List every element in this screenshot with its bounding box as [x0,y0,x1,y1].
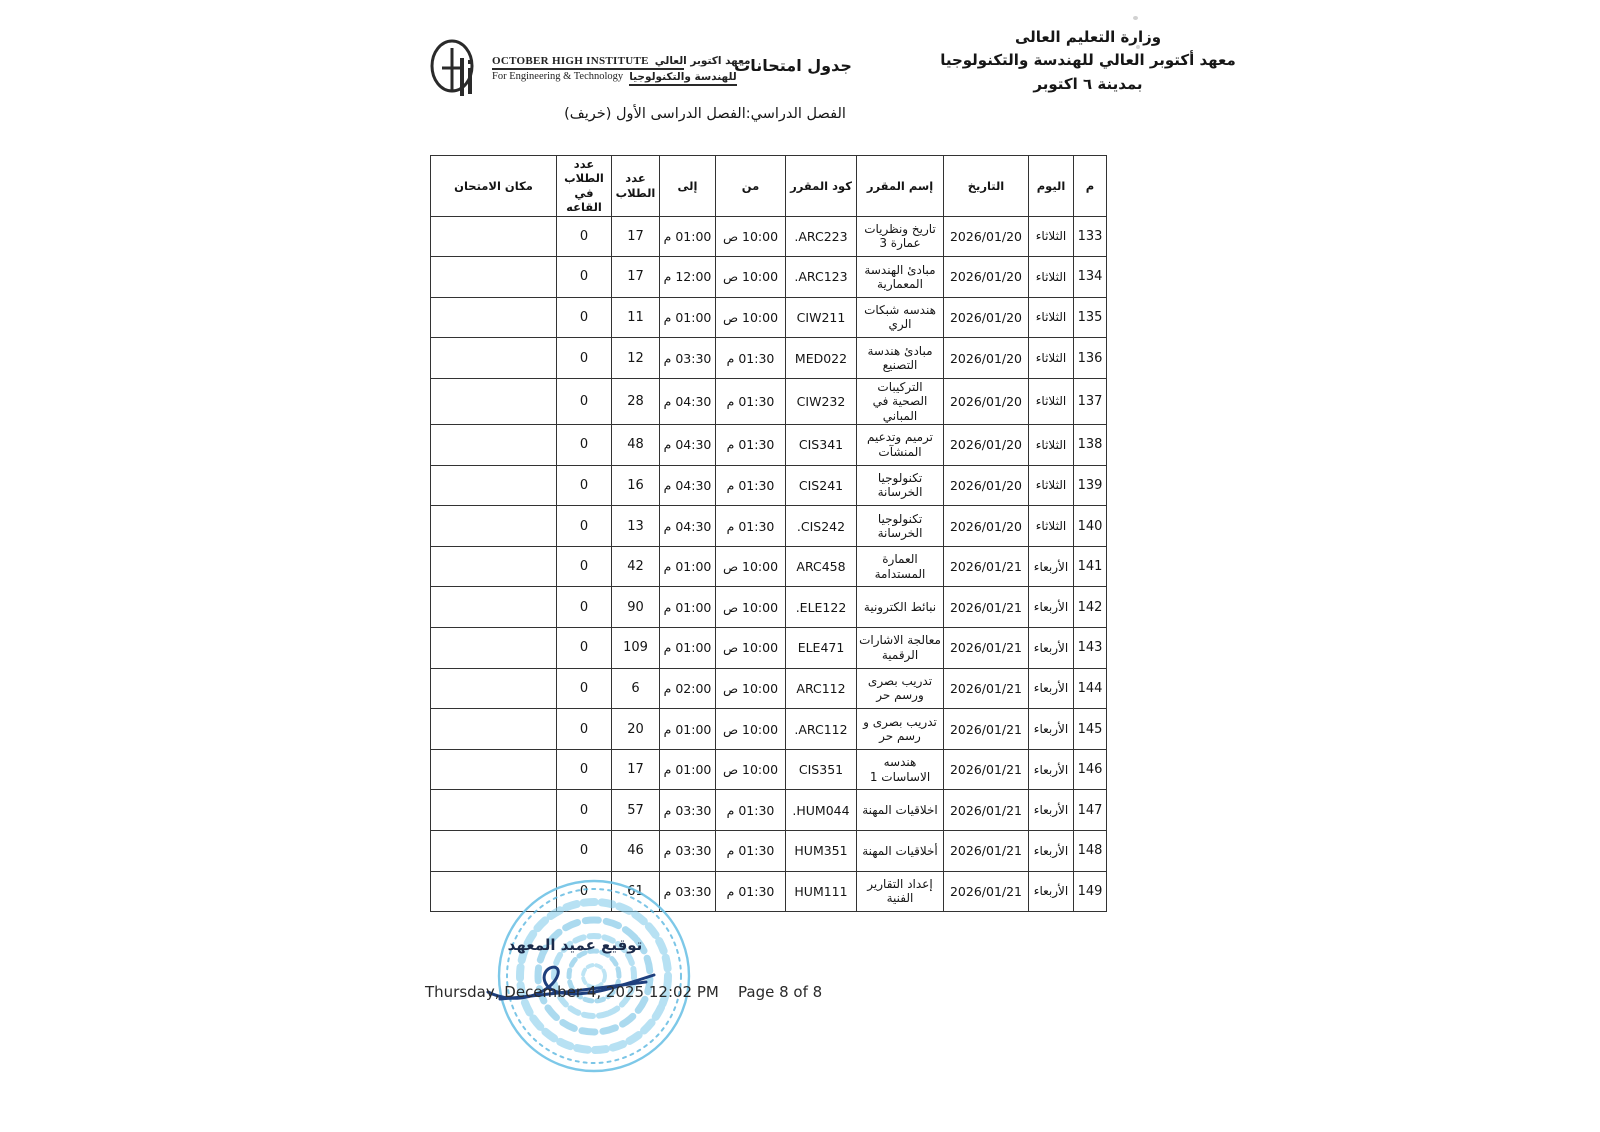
cell-day: الثلاثاء [1029,425,1074,466]
cell-day: الأربعاء [1029,628,1074,669]
cell-date: 2026/01/21 [944,587,1029,628]
cell-num: 146 [1074,749,1107,790]
cell-course: العمارة المستدامة [857,546,944,587]
column-header-code: كود المقرر [786,156,857,217]
exam-table-head-row [431,156,1107,217]
cell-date: 2026/01/21 [944,668,1029,709]
cell-day: الثلاثاء [1029,338,1074,379]
cell-num: 145 [1074,709,1107,750]
cell-to: 02:00 م [660,668,716,709]
cell-num: 136 [1074,338,1107,379]
table-row [431,465,1107,506]
cell-students: 109 [612,628,660,669]
cell-in_hall: 0 [557,871,612,912]
cell-to: 03:30 م [660,790,716,831]
exam-table [430,155,1107,912]
scan-speck [1136,45,1140,49]
table-row [431,338,1107,379]
cell-to: 03:30 م [660,871,716,912]
cell-course: مبادئ الهندسة المعمارية [857,257,944,298]
cell-day: الأربعاء [1029,790,1074,831]
cell-num: 142 [1074,587,1107,628]
cell-location [431,506,557,547]
table-row [431,587,1107,628]
cell-to: 01:00 م [660,709,716,750]
institute-line: معهد أكتوبر العالي للهندسة والتكنولوجيا [940,51,1236,70]
table-row [431,790,1107,831]
cell-from: 01:30 م [716,871,786,912]
cell-students: 12 [612,338,660,379]
cell-date: 2026/01/20 [944,297,1029,338]
cell-code: HUM111 [786,871,857,912]
cell-to: 04:30 م [660,465,716,506]
cell-to: 03:30 م [660,830,716,871]
cell-in_hall: 0 [557,257,612,298]
cell-day: الأربعاء [1029,749,1074,790]
cell-in_hall: 0 [557,425,612,466]
cell-students: 42 [612,546,660,587]
cell-location [431,546,557,587]
print-timestamp: Thursday, December 4, 2025 12:02 PM [425,983,719,1001]
table-row [431,546,1107,587]
cell-day: الأربعاء [1029,709,1074,750]
cell-students: 48 [612,425,660,466]
cell-from: 01:30 م [716,830,786,871]
cell-to: 01:00 م [660,297,716,338]
ministry-header [930,26,1246,96]
column-header-students: عدد الطلاب [612,156,660,217]
cell-from: 10:00 ص [716,546,786,587]
cell-to: 01:00 م [660,587,716,628]
cell-location [431,257,557,298]
cell-students: 17 [612,216,660,257]
cell-location [431,338,557,379]
cell-to: 01:00 م [660,546,716,587]
cell-num: 144 [1074,668,1107,709]
cell-from: 01:30 م [716,425,786,466]
cell-location [431,749,557,790]
cell-from: 10:00 ص [716,587,786,628]
logo-name-en: OCTOBER HIGH INSTITUTE [492,54,649,67]
ministry-line: وزارة التعليم العالى [1014,28,1162,46]
cell-date: 2026/01/20 [944,465,1029,506]
cell-to: 04:30 م [660,378,716,424]
cell-day: الأربعاء [1029,587,1074,628]
cell-code: HUM351 [786,830,857,871]
cell-course: معالجة الاشارات الرقمية [857,628,944,669]
column-header-course: إسم المقرر [857,156,944,217]
cell-course: أخلاقيات المهنة [857,830,944,871]
cell-in_hall: 0 [557,668,612,709]
logo-tagline-ar: للهندسة والتكنولوجيا [629,71,737,86]
table-row [431,749,1107,790]
cell-location [431,668,557,709]
cell-course: تدريب بصرى و رسم حر [857,709,944,750]
cell-from: 10:00 ص [716,668,786,709]
cell-from: 10:00 ص [716,628,786,669]
cell-day: الثلاثاء [1029,216,1074,257]
table-row [431,709,1107,750]
cell-code: .ARC223 [786,216,857,257]
cell-day: الأربعاء [1029,668,1074,709]
cell-course: تكنولوجيا الخرسانة [857,506,944,547]
cell-date: 2026/01/20 [944,338,1029,379]
cell-students: 13 [612,506,660,547]
cell-date: 2026/01/21 [944,709,1029,750]
cell-students: 17 [612,749,660,790]
cell-date: 2026/01/21 [944,790,1029,831]
institute-logo [428,38,751,102]
cell-students: 11 [612,297,660,338]
cell-day: الثلاثاء [1029,257,1074,298]
exam-table-container [430,155,1106,912]
cell-day: الثلاثاء [1029,465,1074,506]
cell-from: 01:30 م [716,465,786,506]
cell-to: 03:30 م [660,338,716,379]
cell-date: 2026/01/21 [944,749,1029,790]
cell-in_hall: 0 [557,830,612,871]
cell-date: 2026/01/20 [944,216,1029,257]
cell-code: CIS351 [786,749,857,790]
logo-tagline-en: For Engineering & Technology [492,70,624,82]
cell-code: CIS341 [786,425,857,466]
cell-num: 139 [1074,465,1107,506]
cell-in_hall: 0 [557,587,612,628]
cell-code: .ARC123 [786,257,857,298]
ohi-logo-icon [428,38,486,102]
table-row [431,425,1107,466]
cell-in_hall: 0 [557,749,612,790]
cell-from: 10:00 ص [716,297,786,338]
cell-date: 2026/01/21 [944,871,1029,912]
cell-num: 138 [1074,425,1107,466]
cell-day: الثلاثاء [1029,297,1074,338]
table-row [431,257,1107,298]
cell-course: نبائط الكترونية [857,587,944,628]
column-header-from: من [716,156,786,217]
cell-location [431,709,557,750]
table-row [431,297,1107,338]
cell-from: 01:30 م [716,790,786,831]
page-number: Page 8 of 8 [738,983,823,1001]
dean-signature-label: توقيع عميد المعهد [507,936,643,954]
cell-from: 01:30 م [716,506,786,547]
column-header-in_hall: عدد الطلاب في القاعه [557,156,612,217]
cell-students: 17 [612,257,660,298]
cell-location [431,297,557,338]
cell-in_hall: 0 [557,506,612,547]
cell-course: مبادئ هندسة التصنيع [857,338,944,379]
cell-course: ترميم وتدعيم المنشآت [857,425,944,466]
cell-course: تدريب بصرى ورسم حر [857,668,944,709]
cell-code: .CIS242 [786,506,857,547]
cell-location [431,830,557,871]
cell-students: 57 [612,790,660,831]
cell-code: .HUM044 [786,790,857,831]
cell-course: التركيبات الصحية في المباني [857,378,944,424]
cell-day: الأربعاء [1029,546,1074,587]
column-header-location: مكان الامتحان [431,156,557,217]
cell-in_hall: 0 [557,790,612,831]
cell-in_hall: 0 [557,378,612,424]
cell-students: 20 [612,709,660,750]
cell-in_hall: 0 [557,338,612,379]
cell-num: 137 [1074,378,1107,424]
cell-num: 149 [1074,871,1107,912]
cell-location [431,790,557,831]
cell-in_hall: 0 [557,297,612,338]
cell-code: CIS241 [786,465,857,506]
cell-code: ELE471 [786,628,857,669]
cell-from: 10:00 ص [716,709,786,750]
cell-date: 2026/01/20 [944,506,1029,547]
cell-to: 01:00 م [660,216,716,257]
cell-num: 133 [1074,216,1107,257]
cell-num: 134 [1074,257,1107,298]
table-row [431,506,1107,547]
cell-students: 46 [612,830,660,871]
table-row [431,628,1107,669]
scan-speck [1133,16,1138,20]
cell-from: 10:00 ص [716,749,786,790]
cell-location [431,587,557,628]
cell-day: الأربعاء [1029,871,1074,912]
cell-to: 01:00 م [660,749,716,790]
cell-course: اخلاقيات المهنة [857,790,944,831]
cell-num: 148 [1074,830,1107,871]
cell-location [431,465,557,506]
column-header-to: إلى [660,156,716,217]
cell-code: ARC458 [786,546,857,587]
cell-day: الثلاثاء [1029,506,1074,547]
cell-to: 12:00 م [660,257,716,298]
cell-num: 135 [1074,297,1107,338]
cell-code: CIW232 [786,378,857,424]
logo-text-block [492,54,751,86]
cell-from: 01:30 م [716,338,786,379]
dean-signature-icon [478,944,668,1014]
cell-to: 04:30 م [660,506,716,547]
column-header-day: اليوم [1029,156,1074,217]
cell-in_hall: 0 [557,465,612,506]
cell-date: 2026/01/20 [944,425,1029,466]
cell-course: تاريخ ونظريات عمارة 3 [857,216,944,257]
table-row [431,830,1107,871]
semester-subtitle: الفصل الدراسي:الفصل الدراسى الأول (خريف) [564,106,846,122]
cell-course: هندسه الاساسات 1 [857,749,944,790]
cell-code: CIW211 [786,297,857,338]
cell-code: .ELE122 [786,587,857,628]
cell-from: 10:00 ص [716,216,786,257]
city-line: بمدينة ٦ اكتوبر [1033,74,1143,93]
cell-location [431,628,557,669]
cell-course: إعداد التقارير الفنية [857,871,944,912]
cell-code: ARC112 [786,668,857,709]
exam-table-body [431,216,1107,912]
cell-num: 141 [1074,546,1107,587]
cell-date: 2026/01/21 [944,628,1029,669]
column-header-num: م [1074,156,1107,217]
cell-in_hall: 0 [557,216,612,257]
table-row [431,216,1107,257]
cell-to: 01:00 م [660,628,716,669]
cell-day: الثلاثاء [1029,378,1074,424]
cell-code: MED022 [786,338,857,379]
cell-in_hall: 0 [557,628,612,669]
cell-num: 147 [1074,790,1107,831]
table-row [431,378,1107,424]
cell-from: 01:30 م [716,378,786,424]
cell-date: 2026/01/20 [944,257,1029,298]
cell-in_hall: 0 [557,546,612,587]
cell-day: الأربعاء [1029,830,1074,871]
cell-students: 16 [612,465,660,506]
cell-students: 28 [612,378,660,424]
document-title: جدول امتحانات [734,56,852,75]
cell-location [431,425,557,466]
cell-location [431,378,557,424]
logo-name-ar: معهد اكتوبر العالي [654,54,751,67]
cell-date: 2026/01/21 [944,830,1029,871]
cell-num: 143 [1074,628,1107,669]
cell-code: .ARC112 [786,709,857,750]
cell-from: 10:00 ص [716,257,786,298]
cell-date: 2026/01/21 [944,546,1029,587]
cell-course: هندسه شبكات الري [857,297,944,338]
table-row [431,668,1107,709]
cell-in_hall: 0 [557,709,612,750]
cell-location [431,216,557,257]
cell-students: 90 [612,587,660,628]
cell-students: 6 [612,668,660,709]
cell-course: تكنولوجيا الخرسانة [857,465,944,506]
cell-students: 61 [612,871,660,912]
cell-date: 2026/01/20 [944,378,1029,424]
column-header-date: التاريخ [944,156,1029,217]
cell-to: 04:30 م [660,425,716,466]
cell-num: 140 [1074,506,1107,547]
